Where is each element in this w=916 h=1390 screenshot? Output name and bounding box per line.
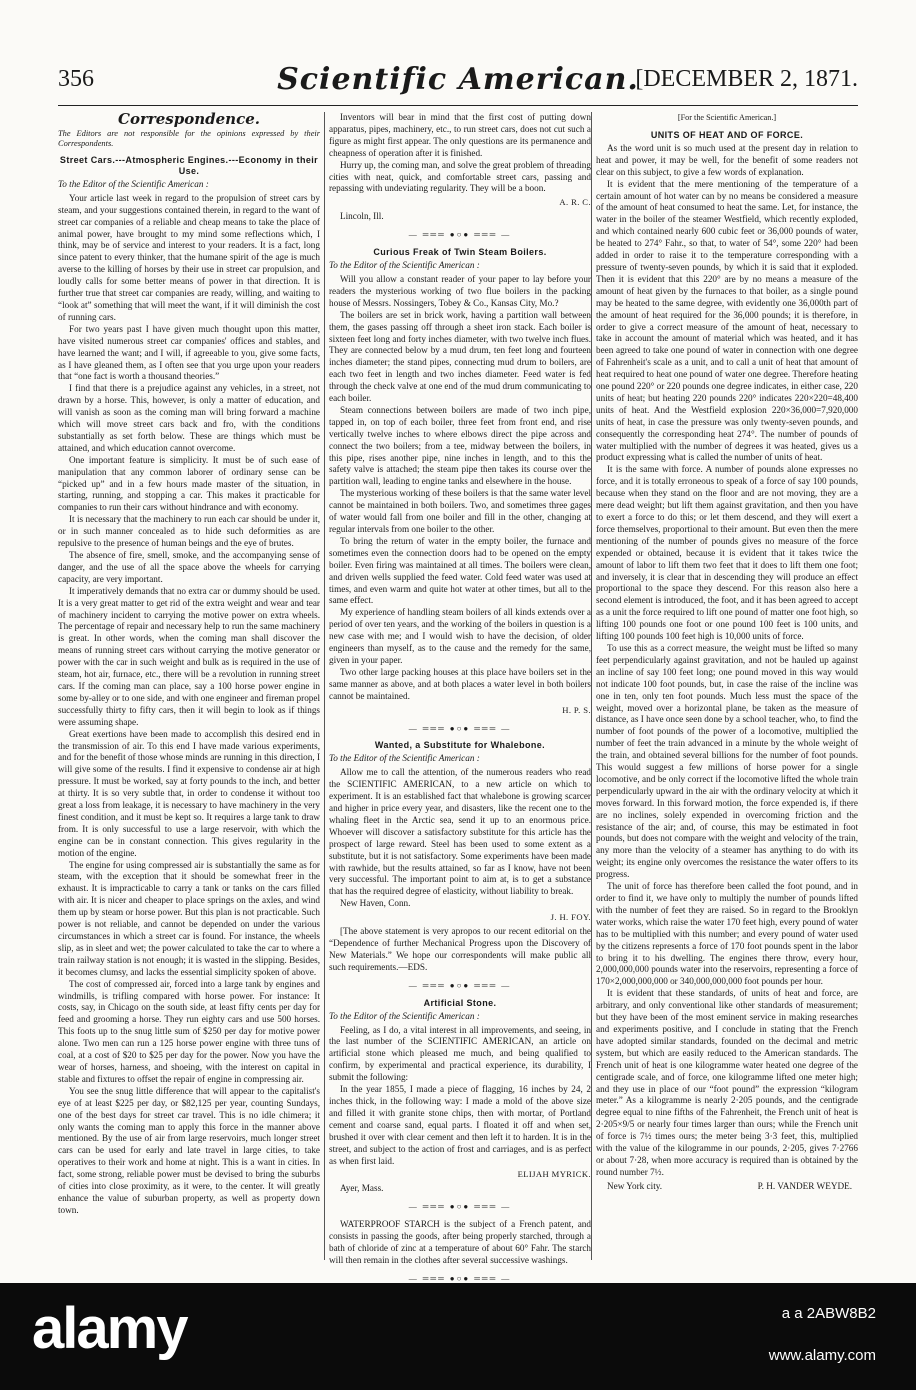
paragraph: Steam connections between boilers are made of two inch pipe, tapped in, on top of each boiler, three feet from front end, and rise vertically twelve inches to where elbows direct the pipe across and connect the two boilers; from a tee, midway between the boilers, in this pipe, rises another pipe, nine inches in length, and to this the safety valve is attached; the steam pipe then takes its course over the partition wall, leading to engine tanks and elsewhere in the house. — [329, 404, 591, 487]
paragraph: Inventors will bear in mind that the first cost of putting down apparatus, pipes, machinery, etc., to run street cars, does not cut such a figure as might first appear. The only questions are its permanence and cheapness of operation after it is finished. — [329, 112, 591, 158]
watermark-banner — [0, 1283, 916, 1390]
article-title: Curious Freak of Twin Steam Boilers. — [373, 247, 547, 258]
signature: ELIJAH MYRICK. — [517, 1169, 591, 1180]
page-number: 356 — [58, 66, 94, 92]
paragraph: I find that there is a prejudice against any vehicles, in a street, not drawn by a horse. This, however, is only a matter of education, and will vanish as soon as the coming man will bring forward a machine which will move street cars back and fro, with the conditions substantially as set forth below. These are things which must be attained, and which education cannot overcome. — [58, 383, 320, 453]
paragraph: It imperatively demands that no extra car or dummy should be used. It is a very great matter to get rid of the extra weight and wear and tear of machinery incident to carrying the motive power on extra wheels. The percentage of repair and necessary help to run the same machinery is great. In other words, when the coming man shall discover the means of running street cars without carrying the motive generator or power with the car in such weight and bulk as is required in the use of steam, hot air, furnace, etc., there will be a revolution in running street cars. If the coming man can place, say a 100 horse power engine in some by-alley or to one side, and with one engineer and fireman propel successfully thirty to fifty cars, then it will begin to look as if things were assuming shape. — [58, 585, 321, 727]
paragraph: It is the same with force. A number of pounds alone expresses no force, and it is totally erroneous to speak of a force of say 100 pounds, because when they stand on the floor and are not moving, they are a mere dead weight; but lift them against gravitation, and then you have to exert a force to do this; or let them descend, and they will exert a force themselves, proportional to their amount. But even then the mere mentioning of the number of pounds gives no measure of the force expended or obtained, because it is evident that it takes twice the amount of labor to lift them two feet that it does to lift them one foot; and inversely, it is clear that in descending they will produce an effect proportional to the space they descend. For this reason also here a second element is introduced, the foot, and it has been agreed to accept as a unit the force required to lift one pound of matter one foot high, so lifting 100 pounds one foot or one pound 100 feet is 100 units, and lifting 100 pounds 100 feet high is 10,000 units of force. — [596, 464, 858, 642]
news-item: WATERPROOF STARCH is the subject of a French patent, and consists in passing the goods, after being properly starched, through a bath of chloride of zinc at a temperature of about 60° Fahr. The starch will then remain in the clothes after several successive washings. — [329, 1219, 591, 1265]
dateline: Ayer, Mass. — [340, 1183, 384, 1194]
paragraph: The absence of fire, smell, smoke, and the accompanying sense of danger, and the use of all the space above the wheels for carrying capacity, are very important. — [58, 550, 320, 584]
separator-ornament — [329, 229, 591, 241]
paragraph: It is evident that the mere mentioning of the temperature of a certain amount of hot water can by no means be considered a measure of the amount of heat consumed to heat the same. Let, for instance, the water in the boiler of the steamer Westfield, which recently exploded, and which contained nearly 600 cubic feet or 36,000 pounds of water, be heated to 274° Fahr., so that, to water of 54°, some 220° had been added in order to raise it to the temperature corresponding with a pressure of twenty-seven pounds, by which it is said that it exploded. Then it is evident that this 220° are by no means a measure of the amount of heat given by the furnaces to that boiler, as a single pound may be heated to the same degree, with evidently one 36,000th part of the amount of heat required for the 36,000 pounds; it is therefore, in order to give a correct measure of the amount of heat, necessary to take in account the amount of material which was heated, and it has been agreed to take one pound of water in connection with one degree of Fahrenheit's scale as a unit, and to call a unit of heat that amount of heat required to heat one pound of water one degree. Therefore heating one pound 220° or 220 pounds one degree indicates, in either case, 220 units of heat; but heating 220 pounds 220° indicates 220×220=48,400 units of heat. And the Westfield explosion 220×36,000=7,920,000 units of heat, in case the pressure was only twenty-seven pounds, and consequently the corresponding heat 274°. The number of pounds of water multiplied with the number of degrees it was heated, gives us a product expressing what is called the number of units of heat. — [596, 178, 858, 463]
dateline: New Haven, Conn. — [340, 898, 411, 909]
dateline: Lincoln, Ill. — [340, 211, 384, 222]
paragraph: To bring the return of water in the empty boiler, the furnace and sometimes even the connection doors had to be opened on the empty boiler. Even firing was maintained at all times. The boilers were clean, and driven wells supplied the feed water. Cold feed water was used at times, and even warm and quite hot water at other times, but all to the same effect. — [329, 535, 591, 606]
signature: J. H. FOY. — [550, 912, 591, 923]
paragraph: In the year 1855, I made a piece of flagging, 16 inches by 24, 2 inches thick, in the following way: I made a mold of the above size and filled it with granite stone chips, then with mortar, of Portland cement and coarse sand, equal parts. I floated it off and when set, brushed it over with clear cement and then left it to harden. It is in the street, and subject to the action of frost and carriages, and is as perfect as when first laid. — [329, 1084, 591, 1166]
column-middle — [329, 112, 591, 1265]
paragraph: The boilers are set in brick work, having a partition wall between them, the gases passing off through a sheet iron stack. Each boiler is sixteen feet long and forty inches diameter, with two twelve inch flues. They are connected below by a mud drum, ten feet long and fourteen inches diameter; the stand pipes, connecting mud drum to boilers, are each two feet in length and two inches diameter. Feed water is fed through the check valve at one end of the mud drum communicating to each boiler. — [329, 309, 591, 404]
column-divider — [324, 112, 325, 1260]
paragraph: Two other large packing houses at this place have boilers set in the same manner as above, and at both places a water level in both boilers cannot be maintained. — [329, 666, 591, 701]
dateline: New York city. — [607, 1180, 663, 1191]
article-source-note: [For the Scientific American.] — [677, 113, 777, 122]
article-title: Wanted, a Substitute for Whalebone. — [374, 740, 546, 751]
article-title: UNITS OF HEAT AND OF FORCE. — [650, 129, 804, 140]
paragraph: My experience of handling steam boilers of all kinds extends over a period of over ten years, and the working of the boilers in question is a new case with me; and I would wish to have the decision, of older engineers than myself, as to the cause and the remedy for the same, given in your paper. — [329, 607, 591, 665]
page-header — [58, 62, 858, 106]
article-salutation: To the Editor of the Scientific American : — [329, 1010, 480, 1021]
paragraph: The engine for using compressed air is substantially the same as for steam, with the exception that it should be somewhat freer in the exhaust. It is impracticable to carry a tank or tanks on the cars filled with air. It is nicer and cheaper to place springs on the axles, and wind them up by steam or horse power. But this plan is not practicable. Such power is not reliable, and cannot be depended on under the various circumstances in which a street car is found. For instance, the wheels slip, as in sleet and wet; the power calculated to take the car to where a train railway station is not enough; it is wasted in the slipping. Besides, it becomes clumsy, and lacks the essential simplicity spoken of above. — [58, 859, 320, 977]
paragraph: Your article last week in regard to the propulsion of street cars by steam, and your suggestions contained therein, in regard to the want of street car companies of a reliable and cheap means to take the place of animal power, have brought to my mind some reflections which, I think, may be of service and interest to your readers. It is a fact, long since patent to every thinker, that the humane spirit of the age is much averse to the killing of horses by their use in street car propulsion, and loudly calls for some better means of power in that direction. It is further true that street car companies are ready, willing, and waiting to “look at” something that will meet the want, if it will diminish the cost of running cars. — [58, 192, 320, 322]
signature: A. R. C. — [559, 197, 591, 208]
paragraph: As the word unit is so much used at the present day in relation to heat and power, it may be well, for the benefit of some readers not clear on this subject, to give a few words of explanation. — [596, 142, 858, 177]
editor-note: [The above statement is very apropos to our recent editorial on the “Dependence of further Mechanical Progress upon the Discovery of New Materials.” We hope our correspondents will make public all such requirements.—EDS. — [329, 926, 591, 972]
signature: P. H. VANDER WEYDE. — [757, 1180, 852, 1191]
paragraph: It is evident that these standards, of units of heat and force, are arbitrary, and only conventional like other standards of measurement; but they have been of the most eminent service in making researches and experiments positive, and I conclude in stating that the French have adopted similar standards, founded on the decimal and metric system, but which are easily reduced to the American standards. The French unit of heat is one kilogramme water heated one degree of the centigrade scale, and of force, one kilogramme lifted one meter high; and they use in place of our “foot pound” the expression “kilogram meter.” As a kilogramme is nearly 2·205 pounds, and the centigrade degree equal to nine fifths of the Fahrenheit, the French unit of heat is 2·205×9/5 or nearly four times larger than ours; while the French unit of force is 7½ times ours; the meter being 3·3 feet, this, multiplied with the value of the kilogramme in our pounds, 2·205, gives 7·2766 or about 7·28, when more accuracy is required than is obtained by the round number 7½. — [596, 988, 858, 1177]
paragraph: It is necessary that the machinery to run each car should be under it, or in such manner concealed as to hide such deformities as are repulsive to the presence of human beings and the eye of brutes. — [58, 514, 320, 549]
separator-ornament — [329, 980, 591, 992]
paragraph: The mysterious working of these boilers is that the same water level cannot be maintained in both boilers. Two, and sometimes three gages of water would fall from one boiler and fill in the other, changing at regular intervals from one boiler to the other. — [329, 488, 591, 534]
article-salutation: To the Editor of the Scientific American : — [329, 260, 480, 271]
column-left — [58, 112, 320, 1260]
paragraph: Hurry up, the coming man, and solve the great problem of threading cities with neat, quick, and comfortable street cars, passing and repassing with undeviating regularity. They will be a boon. — [329, 159, 591, 194]
paragraph: To use this as a correct measure, the weight must be lifted so many feet perpendicularly against gravitation, and not be hauled up against an incline of say 100 feet long; one pound moved in this way would not indicate 100 foot pounds, but, in case the raise of the incline was one in ten, only ten foot pounds. Much less must the space of the weight, moved over a horizontal plane, be taken as the measure of distance, as I have once seen done by a school teacher, who, to find the number of foot pounds of the power of a locomotive, multiplied the number of feet the train advanced in a minute by the whole weight of the train, and obtained several billions for the number of foot pounds. This would suggest a few millions of horse power for a single locomotive, and be only correct if the locomotive lifted the whole train perpendicularly upward in the air with the ordinary velocity at which it moves forward. In this forward motion, the force expended is, if there are no inclines, solely expended in overcoming friction and the resistance of the air; and, of course, this may be estimated in foot pounds, but does not compare with the weight and velocity of the train, any more than the velocity of a steamer has anything to do with its weight; its engine only overcomes the resistance the water offers to its progress. — [596, 642, 858, 880]
paragraph: Feeling, as I do, a vital interest in all improvements, and seeing, in the last number of the SCIENTIFIC AMERICAN, an article on artificial stone which pleased me much, and being qualified to confirm, by experimental and practical experience, its durability, I submit the following: — [329, 1024, 591, 1083]
section-title: Correspondence. — [118, 110, 260, 128]
paragraph: For two years past I have given much thought upon this matter, have visited numerous street car companies' offices and stables, and have learned the want; and I will, if agreeable to you, give some facts, as I have gleaned them, as I often see that you urge upon your readers that “one fact is worth a thousand theories.” — [58, 323, 320, 382]
issue-date: [DECEMBER 2, 1871. — [635, 66, 858, 92]
watermark-logo: alamy — [32, 1296, 187, 1361]
paragraph: Allow me to call the attention, of the numerous readers who read the SCIENTIFIC AMERICAN, to a new article on which to experiment. It is an established fact that whalebone is growing scarcer and higher in price every year, and disasters, like the recent one to the whaling fleet in the Arctic sea, send it up to an enormous price. Whoever will discover a satisfactory substitute for this article has the prospect of large reward. Steel has been used to some extent as a substitute, but it is not satisfactory. Some experiments have been made with rawhide, but the results attained, so far as I know, have not been very successful. The important point to aim at, is to get a substance that has the required degree of elasticity, without liability to break. — [329, 767, 591, 897]
watermark-image-id: a a 2ABW8B2 — [781, 1305, 876, 1322]
watermark-url: www.alamy.com — [768, 1347, 876, 1364]
article-footer — [596, 1181, 858, 1193]
signature: H. P. S. — [562, 704, 591, 715]
article-title: Artificial Stone. — [423, 997, 497, 1008]
paragraph: One important feature is simplicity. It must be of such ease of manipulation that any common laborer of ordinary sense can be “picked up” and in a few hours made master of the situation, in starting, running, and stopping a car. This makes it practicable for companies to run their cars without hindrance and with economy. — [58, 454, 320, 513]
paragraph: Will you allow a constant reader of your paper to lay before your readers the mysterious working of two flue boilers in the packing house of Messrs. Nossingers, Tobey & Co., Kansas City, Mo.? — [329, 273, 591, 308]
paragraph: Great exertions have been made to accomplish this desired end in the transmission of air. To this end I have made various experiments, and for the benefit of those whose minds are running in this direction, I will give some of the results. I find it expensive to condense air at high pressure. It must be worked, say at forty pounds to the inch, and better at thirty. It is so very subtle that, in order to condense it without too great a loss from leakage, it is necessary to have machinery in the very finest condition, and it must be kept so. It requires a large tank to draw from. It is only successful to use a large reservoir, with which the engine can be in constant connection. This gives regularity in the motion of the engine. — [58, 728, 320, 858]
editor-disclaimer: The Editors are not responsible for the opinions expressed by their Correspondents. — [58, 128, 320, 148]
paragraph: The unit of force has therefore been called the foot pound, and in order to find it, we have only to multiply the number of pounds lifted with the number of feet they are raised. So in regard to the Brooklyn water works, which raise the water 170 feet high, every pound of water has to be multiplied with this number; and every pound of water used by the citizens represents a force of 170 foot pounds spent in the labor to bring it to his dwelling. The engines there throw, every hour, 2,000,000,000 pounds water into the reservoirs, representing a force of 170×2,000,000,000 or 340,000,000,000 foot pounds per hour. — [596, 881, 858, 987]
column-divider — [591, 112, 592, 1260]
separator-ornament — [329, 723, 591, 735]
paragraph: The cost of compressed air, forced into a large tank by engines and windmills, is trifling compared with horse power. For instance: It costs, say, in Chicago on the south side, at least fifty cents per day for feed and grooming a horse. They run eighty cars and use 500 horses. This foots up to the snug little sum of $250 per day for motive power alone. Two men can run a 125 horse power engine with three tuns of coal, at a cost of $20 to $25 per day for the power. Now you have the wear of horses, harness, and shoeing, with the interest on capital in stable and fixtures to offset the repair of engine in compressing air. — [58, 978, 320, 1084]
column-right — [596, 112, 858, 1260]
separator-ornament — [329, 1201, 591, 1213]
article-title: Street Cars.---Atmospheric Engines.---Economy in their Use. — [59, 154, 319, 176]
masthead: Scientific American. — [277, 62, 639, 97]
paragraph: You see the snug little difference that will appear to the capitalist's eye of at least $225 per day, or $82,125 per year, counting Sundays, one of the best days for street car travel. This is no idle chimera; it only wants the coming man to apply this force in the manner above mentioned. By the use of air from large reservoirs, much longer street cars can be used for early and late travel in large cities, to take operatives to their work and home at night. This is a want in cities. In fact, some strong, reliable power must be devised to bring the suburbs of cities into close proximity, as it were, to the center. It will greatly enhance the value of suburban property, as well as property down town. — [58, 1085, 320, 1215]
article-salutation: To the Editor of the Scientific American : — [58, 178, 209, 189]
article-salutation: To the Editor of the Scientific American : — [329, 753, 480, 764]
